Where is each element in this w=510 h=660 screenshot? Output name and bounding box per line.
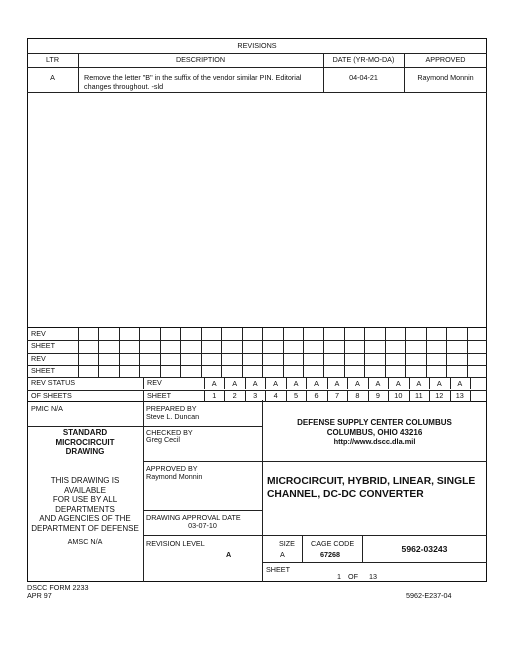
rev-status-cell: A [416, 378, 422, 388]
cage-code-label: CAGE CODE [311, 539, 355, 548]
sheet-of: OF [348, 572, 358, 581]
sheet-number-cell: 7 [334, 391, 340, 401]
rev-status-cell: A [232, 378, 238, 388]
form-date: APR 97 [27, 591, 52, 600]
revision-approved: Raymond Monnin [417, 73, 474, 82]
revision-description: Remove the letter "B" in the suffix of the vendor similar PIN. Editorial changes throughout. -sld [84, 73, 302, 91]
cage-code-value: 67268 [320, 550, 340, 559]
size-label: SIZE [279, 539, 295, 548]
drawing-title: MICROCIRCUIT, HYBRID, LINEAR, SINGLE CHANNEL, DC-DC CONVERTER [267, 476, 476, 500]
revision-level-value: A [226, 550, 232, 559]
rev-status-cell: A [334, 378, 340, 388]
rev-grid-row-label: SHEET [31, 365, 55, 375]
sheet-number-cell: 10 [394, 391, 403, 401]
revisions-header-approved: APPROVED [425, 55, 466, 64]
rev-status-cell: A [293, 378, 299, 388]
sheet-number-cell: 12 [435, 391, 444, 401]
revision-date: 04-04-21 [349, 73, 378, 82]
drawing-number: 5962-03243 [401, 544, 448, 554]
approved-by-value: Raymond Monnin [146, 472, 203, 481]
approval-date-value: 03-07-10 [188, 521, 217, 530]
revisions-header-ltr: LTR [45, 55, 60, 64]
sheet-number-cell: 9 [375, 391, 380, 401]
sheet-number-cell: 5 [294, 391, 299, 401]
rev-status-cell: A [395, 378, 401, 388]
sheet-number-cell: 1 [212, 391, 217, 401]
rev-grid-row-label: SHEET [31, 341, 55, 351]
sheet-total: 13 [369, 572, 377, 581]
sheet-number-cell: 6 [314, 391, 319, 401]
rev-status-cell: A [375, 378, 381, 388]
availability-statement: THIS DRAWING IS AVAILABLE FOR USE BY ALL DEPARTMENTS AND AGENCIES OF THE DEPARTMENT OF DEFENSE [31, 476, 139, 533]
revisions-header-description: DESCRIPTION [175, 55, 226, 64]
rev-sublabel: REV [147, 378, 162, 388]
rev-status-cell: A [457, 378, 463, 388]
rev-status-label: REV STATUS [31, 378, 76, 388]
revision-level-label: REVISION LEVEL [146, 539, 205, 548]
sheet-number-cell: 11 [415, 391, 423, 401]
checked-by-label: CHECKED BY [146, 428, 193, 437]
rev-grid-row-label: REV [31, 329, 46, 338]
rev-grid-row-label: REV [31, 353, 46, 363]
document-number: 5962-E237-04 [406, 591, 452, 600]
prepared-by-value: Steve L. Duncan [146, 412, 200, 421]
pmic-label: PMIC N/A [31, 404, 63, 413]
sheet-number-cell: 13 [455, 391, 464, 401]
revision-ltr: A [50, 73, 55, 82]
sheet-number-cell: 3 [253, 391, 258, 401]
approved-by-label: APPROVED BY [146, 464, 198, 473]
rev-status-cell: A [355, 378, 360, 388]
sheet-number-cell: 4 [273, 391, 278, 401]
rev-status-cell: A [252, 378, 258, 388]
size-value: A [280, 550, 285, 559]
sheet-label: SHEET [266, 565, 290, 574]
standard-drawing-label: STANDARD MICROCIRCUIT DRAWING [55, 428, 115, 456]
form-number: DSCC FORM 2233 [27, 583, 89, 592]
rev-status-cell: A [211, 378, 217, 388]
rev-status-cell: A [436, 378, 442, 388]
sheet-current: 1 [337, 572, 341, 581]
agency-block: DEFENSE SUPPLY CENTER COLUMBUS COLUMBUS, OHIO 43216 http://www.dscc.dla.mil [297, 418, 452, 446]
prepared-by-label: PREPARED BY [146, 404, 197, 413]
rev-status-cell: A [273, 378, 279, 388]
approval-date-label: DRAWING APPROVAL DATE [146, 513, 241, 522]
rev-status-cell: A [314, 378, 319, 388]
revisions-title: REVISIONS [237, 41, 277, 50]
of-sheets-label: OF SHEETS [31, 390, 72, 400]
sheet-sublabel: SHEET [147, 390, 171, 400]
revisions-header-date: DATE (YR-MO-DA) [332, 55, 395, 64]
sheet-number-cell: 2 [232, 391, 237, 401]
amsc-label: AMSC N/A [67, 537, 103, 546]
checked-by-value: Greg Cecil [146, 435, 180, 444]
sheet-number-cell: 8 [355, 391, 360, 401]
